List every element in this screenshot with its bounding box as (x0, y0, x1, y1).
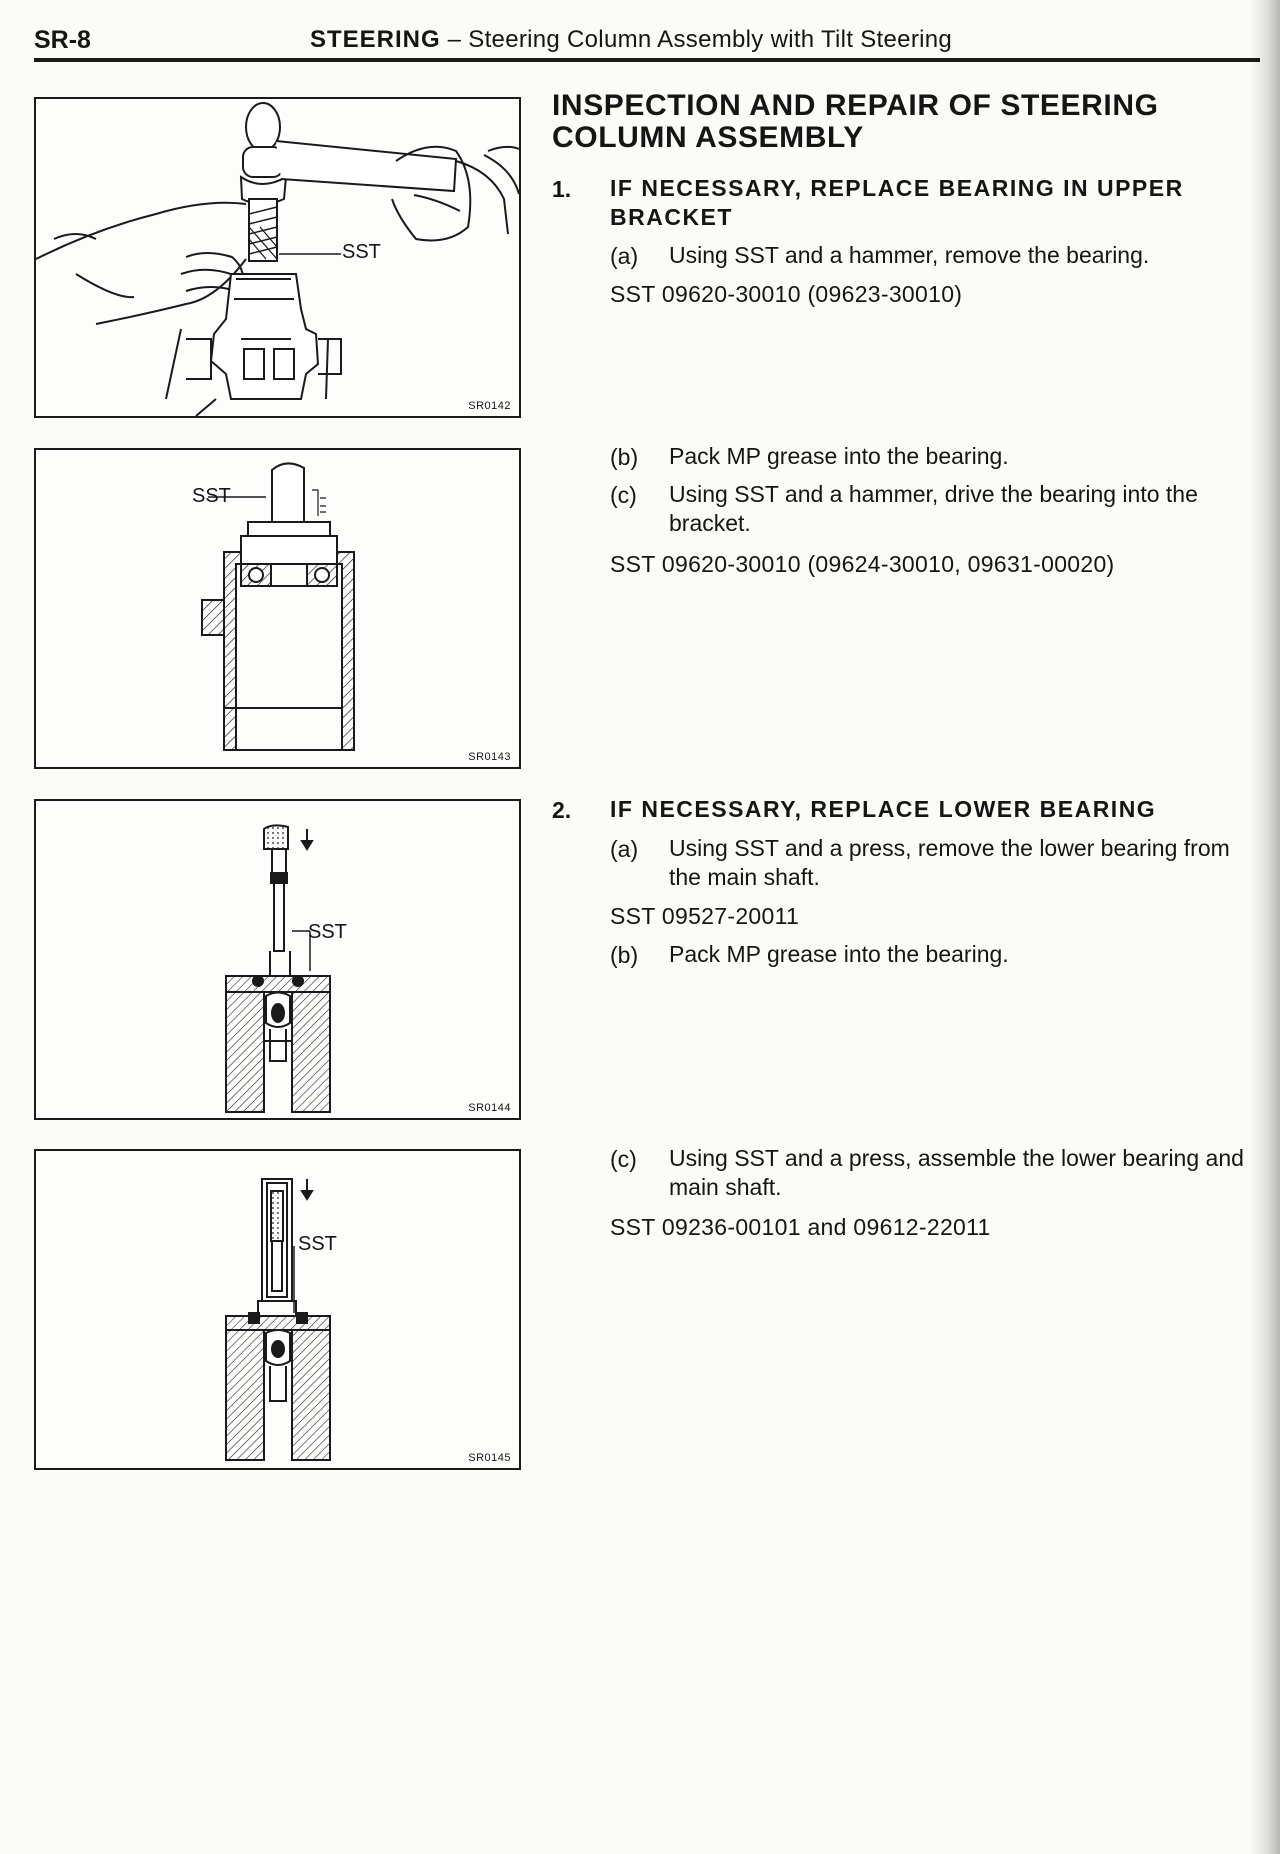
step-1-sst-removal: SST 09620-30010 (09623-30010) (610, 281, 963, 307)
header-title (310, 26, 952, 54)
hammer-bearing-removal-illustration (36, 99, 519, 416)
figure-sr0142 (34, 97, 521, 418)
heading-line-1: INSPECTION AND REPAIR OF STEERING (552, 89, 1159, 122)
figure-sr0144 (34, 799, 521, 1120)
step-2-c-text: Using SST and a press, assemble the lower bearing and main shaft. (669, 1145, 1244, 1200)
step-2-b-letter: (b) (610, 942, 639, 968)
sst-callout-label: SST (192, 485, 231, 507)
section-heading (552, 90, 1252, 154)
figure-code: SR0142 (468, 400, 511, 412)
figure-code: SR0145 (468, 1452, 511, 1464)
step-1-title: IF NECESSARY, REPLACE BEARING IN UPPER BRACKET (610, 175, 1184, 230)
step-1-c-text: Using SST and a hammer, drive the bearing into the bracket. (669, 481, 1198, 536)
sst-callout-label: SST (298, 1233, 337, 1255)
figure-code: SR0144 (468, 1102, 511, 1114)
heading-line-2: COLUMN ASSEMBLY (552, 121, 864, 154)
lower-bearing-assembly-press-illustration (36, 1151, 519, 1468)
step-1-a-letter: (a) (610, 243, 639, 269)
figure-code: SR0143 (468, 751, 511, 763)
step-1-number: 1. (552, 176, 572, 202)
step-2-title: IF NECESSARY, REPLACE LOWER BEARING (610, 796, 1157, 822)
figure-sr0145 (34, 1149, 521, 1470)
step-2-sst-assembly: SST 09236-00101 and 09612-22011 (610, 1214, 991, 1240)
step-2-sst-removal: SST 09527-20011 (610, 903, 800, 929)
step-1-sst-install: SST 09620-30010 (09624-30010, 09631-00020) (610, 551, 1115, 577)
page-edge-shadow (1250, 0, 1280, 1854)
step-2-a-text: Using SST and a press, remove the lower bearing from the main shaft. (669, 835, 1230, 890)
page-code: SR-8 (34, 26, 91, 54)
section-name: STEERING (310, 26, 441, 53)
figure-sr0143 (34, 448, 521, 769)
step-1-c-letter: (c) (610, 482, 637, 508)
lower-bearing-removal-press-illustration (36, 801, 519, 1118)
step-1-b-letter: (b) (610, 444, 639, 470)
step-2-c-letter: (c) (610, 1146, 637, 1172)
step-2-a-letter: (a) (610, 836, 639, 862)
sst-callout-label: SST (308, 921, 347, 943)
section-subtitle: – Steering Column Assembly with Tilt Steering (440, 26, 953, 53)
step-2-number: 2. (552, 797, 572, 823)
step-2-b-text: Pack MP grease into the bearing. (669, 941, 1009, 967)
header-rule (34, 58, 1260, 62)
step-1-a-text: Using SST and a hammer, remove the bearing. (669, 242, 1150, 268)
bearing-installation-cross-section (36, 450, 519, 767)
page-header (0, 0, 1280, 64)
sst-callout-label: SST (342, 241, 381, 263)
step-1-b-text: Pack MP grease into the bearing. (669, 443, 1009, 469)
